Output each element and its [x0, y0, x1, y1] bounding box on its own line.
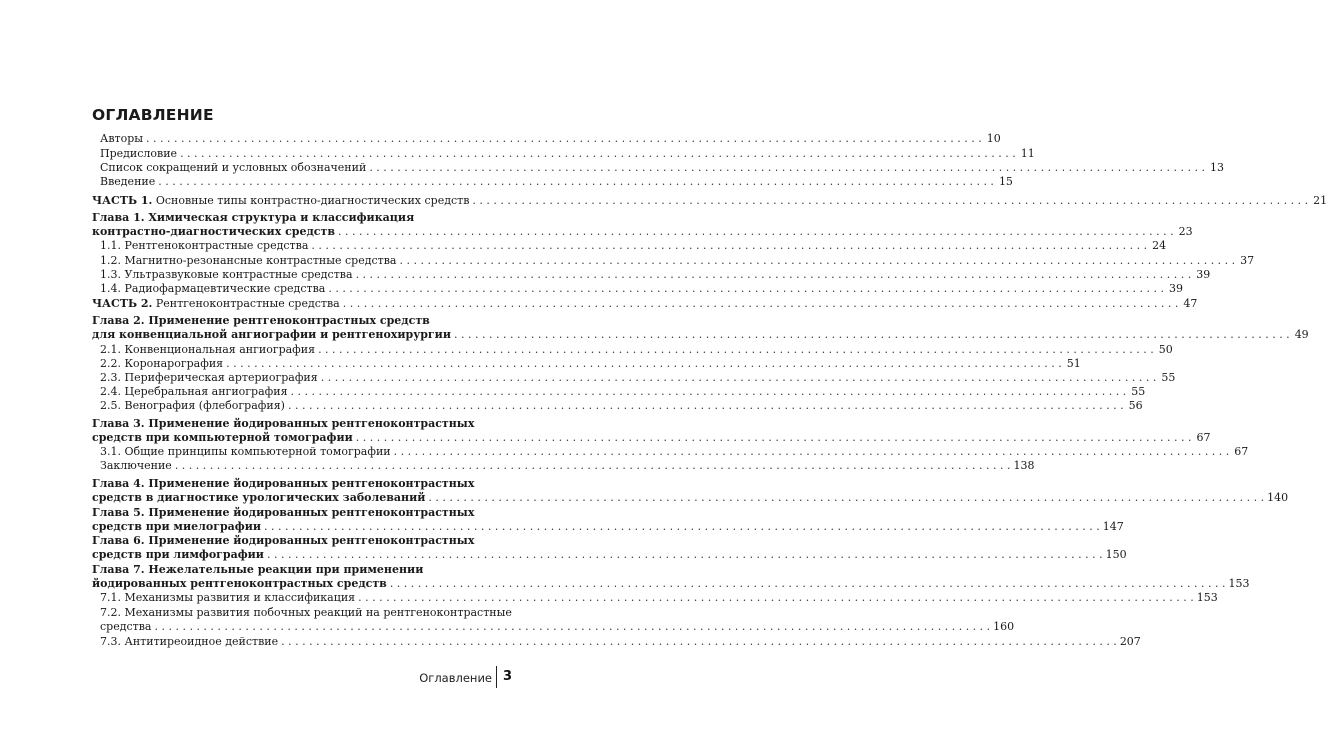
dot-leader: . . . . . . . . . . . . . . . . . . . . . . . . . . . . . . . . . . . . . . . . . . . . . . . . . . . . . . . . . . . . . . . . . . . . . . . . . . . . . . . . . . . . . . . . . . . . . . . . . . . . . . . . . . . . . . . . . . . . . . . . [337, 225, 1174, 238]
part-prefix: ЧАСТЬ 1. [92, 194, 153, 207]
toc-entry-title: 1.1. Рентгеноконтрастные средства [100, 239, 309, 252]
toc-entry-title: Глава 3. Применение йодированных рентгеноконтрастных [92, 417, 475, 430]
toc-entry-title: 3.1. Общие принципы компьютерной томографии [100, 445, 391, 458]
toc-page-number: 10 [986, 132, 1001, 145]
toc-entry-title: средства [100, 620, 152, 633]
page-number: 3 [503, 669, 513, 684]
toc-page-number: 160 [993, 620, 1015, 633]
toc-entry-title: 2.5. Венография (флебография) [100, 399, 285, 412]
dot-leader: . . . . . . . . . . . . . . . . . . . . . . . . . . . . . . . . . . . . . . . . . . . . . . . . . . . . . . . . . . . . . . . . . . . . . . . . . . . . . . . . . . . . . . . . . . . . . . . . . . . . . . . . . . . . . . . . . . . . . . . . [154, 620, 991, 633]
toc-page-number: 55 [1131, 385, 1146, 398]
running-footer-label: Оглавление [419, 671, 492, 685]
toc-entry-title: Список сокращений и условных обозначений [100, 161, 367, 174]
toc-page-number: 150 [1105, 548, 1127, 561]
toc-page-number: 67 [1234, 445, 1249, 458]
toc-page-number: 140 [1267, 491, 1289, 504]
toc-entry-title: Глава 1. Химическая структура и классификация [92, 211, 415, 224]
dot-leader: . . . . . . . . . . . . . . . . . . . . . . . . . . . . . . . . . . . . . . . . . . . . . . . . . . . . . . . . . . . . . . . . . . . . . . . . . . . . . . . . . . . . . . . . . . . . . . . . . . . . . . . . . . . . . . . . . . . . . . . . [174, 459, 1011, 472]
dot-leader: . . . . . . . . . . . . . . . . . . . . . . . . . . . . . . . . . . . . . . . . . . . . . . . . . . . . . . . . . . . . . . . . . . . . . . . . . . . . . . . . . . . . . . . . . . . . . . . . . . . . . . . . . . . . . . . . . . . . . . . . [342, 297, 1179, 310]
dot-leader: . . . . . . . . . . . . . . . . . . . . . . . . . . . . . . . . . . . . . . . . . . . . . . . . . . . . . . . . . . . . . . . . . . . . . . . . . . . . . . . . . . . . . . . . . . . . . . . . . . . . . . . . . . . . . . . . . . . . . . . . [472, 194, 1309, 207]
toc-entry-title: Введение [100, 175, 156, 188]
toc-page-number: 153 [1228, 577, 1250, 590]
dot-leader: . . . . . . . . . . . . . . . . . . . . . . . . . . . . . . . . . . . . . . . . . . . . . . . . . . . . . . . . . . . . . . . . . . . . . . . . . . . . . . . . . . . . . . . . . . . . . . . . . . . . . . . . . . . . . . . . . . . . . . . . [287, 399, 1124, 412]
page-title: ОГЛАВЛЕНИЕ [92, 106, 214, 124]
dot-leader: . . . . . . . . . . . . . . . . . . . . . . . . . . . . . . . . . . . . . . . . . . . . . . . . . . . . . . . . . . . . . . . . . . . . . . . . . . . . . . . . . . . . . . . . . . . . . . . . . . . . . . . . . . . . . . . . . . . . . . . . [358, 591, 1194, 604]
toc-entry-title: Глава 7. Нежелательные реакции при применении [92, 563, 424, 576]
dot-leader: . . . . . . . . . . . . . . . . . . . . . . . . . . . . . . . . . . . . . . . . . . . . . . . . . . . . . . . . . . . . . . . . . . . . . . . . . . . . . . . . . . . . . . . . . . . . . . . . . . . . . . . . . . . . . . . . . . . . . . . . [428, 491, 1265, 504]
dot-leader: . . . . . . . . . . . . . . . . . . . . . . . . . . . . . . . . . . . . . . . . . . . . . . . . . . . . . . . . . . . . . . . . . . . . . . . . . . . . . . . . . . . . . . . . . . . . . . . . . . . . . . . . . . . . . . . . . . . . . . . . [318, 343, 1154, 356]
toc-page-number: 39 [1169, 282, 1184, 295]
toc-entry-title: 7.1. Механизмы развития и классификация [100, 591, 356, 604]
dot-leader: . . . . . . . . . . . . . . . . . . . . . . . . . . . . . . . . . . . . . . . . . . . . . . . . . . . . . . . . . . . . . . . . . . . . . . . . . . . . . . . . . . . . . . . . . . . . . . . . . . . . . . . . . . . . . . . . . . . . . . . . [454, 328, 1290, 341]
dot-leader: . . . . . . . . . . . . . . . . . . . . . . . . . . . . . . . . . . . . . . . . . . . . . . . . . . . . . . . . . . . . . . . . . . . . . . . . . . . . . . . . . . . . . . . . . . . . . . . . . . . . . . . . . . . . . . . . . . . . . . . . [264, 520, 1100, 533]
part-prefix: ЧАСТЬ 2. [92, 297, 153, 310]
toc-page-number: 24 [1152, 239, 1167, 252]
toc-page-number: 21 [1313, 194, 1327, 207]
dot-leader: . . . . . . . . . . . . . . . . . . . . . . . . . . . . . . . . . . . . . . . . . . . . . . . . . . . . . . . . . . . . . . . . . . . . . . . . . . . . . . . . . . . . . . . . . . . . . . . . . . . . . . . . . . . . . . . . . . . . . . . . [399, 254, 1236, 267]
toc-page-number: 67 [1196, 431, 1211, 444]
part-title: Основные типы контрастно-диагностических средств [152, 194, 470, 207]
toc-entry-title: Глава 6. Применение йодированных рентгеноконтрастных [92, 534, 475, 547]
toc-page-number: 13 [1210, 161, 1224, 174]
toc-entry-title: 2.4. Церебральная ангиография [100, 385, 288, 398]
toc-page-number: 207 [1119, 635, 1141, 648]
toc-page-number: 11 [1020, 147, 1035, 160]
toc-entry-title: средств при компьютерной томографии [92, 431, 353, 444]
toc-entry-title: средств при миелографии [92, 520, 262, 533]
toc-entry-title [92, 194, 469, 208]
toc-entry-title: средств при лимфографии [92, 548, 264, 561]
toc-page-number: 39 [1196, 268, 1211, 281]
toc-entry-title: Авторы [100, 132, 144, 145]
toc-page-number: 47 [1183, 297, 1198, 310]
toc-page-number: 51 [1066, 357, 1081, 370]
dot-leader: . . . . . . . . . . . . . . . . . . . . . . . . . . . . . . . . . . . . . . . . . . . . . . . . . . . . . . . . . . . . . . . . . . . . . . . . . . . . . . . . . . . . . . . . . . . . . . . . . . . . . . . . . . . . . . . . . . . . . . . . [146, 132, 982, 145]
toc-entry-title: 7.2. Механизмы развития побочных реакций на рентгеноконтрастные [100, 606, 512, 619]
toc-entry-title: контрастно-диагностических средств [92, 225, 335, 238]
dot-leader: . . . . . . . . . . . . . . . . . . . . . . . . . . . . . . . . . . . . . . . . . . . . . . . . . . . . . . . . . . . . . . . . . . . . . . . . . . . . . . . . . . . . . . . . . . . . . . . . . . . . . . . . . . . . . . . . . . . . . . . . [290, 385, 1127, 398]
toc-entry-title: Глава 2. Применение рентгеноконтрастных средств [92, 314, 430, 327]
toc-entry-title: 7.3. Антитиреоидное действие [100, 635, 279, 648]
toc-entry-title: 1.2. Магнитно-резонансные контрастные средства [100, 254, 397, 267]
toc-entry-title: 1.3. Ультразвуковые контрастные средства [100, 268, 353, 281]
dot-leader: . . . . . . . . . . . . . . . . . . . . . . . . . . . . . . . . . . . . . . . . . . . . . . . . . . . . . . . . . . . . . . . . . . . . . . . . . . . . . . . . . . . . . . . . . . . . . . . . . . . . . . . . . . . . . . . . . . . . . . . . [158, 175, 994, 188]
toc-page-number: 50 [1158, 343, 1173, 356]
dot-leader: . . . . . . . . . . . . . . . . . . . . . . . . . . . . . . . . . . . . . . . . . . . . . . . . . . . . . . . . . . . . . . . . . . . . . . . . . . . . . . . . . . . . . . . . . . . . . . . . . . . . . . . . . . . . . . . . . . . . . . . . [180, 147, 1016, 160]
dot-leader: . . . . . . . . . . . . . . . . . . . . . . . . . . . . . . . . . . . . . . . . . . . . . . . . . . . . . . . . . . . . . . . . . . . . . . . . . . . . . . . . . . . . . . . . . . . . . . . . . . . . . . . . . . . . . . . . . . . . . . . . [281, 635, 1117, 648]
toc-entry-title: для конвенциальной ангиографии и рентгенохирургии [92, 328, 451, 341]
toc-page-number: 23 [1178, 225, 1193, 238]
toc-entry-title: 2.2. Коронарография [100, 357, 224, 370]
toc-page-number: 55 [1161, 371, 1176, 384]
dot-leader: . . . . . . . . . . . . . . . . . . . . . . . . . . . . . . . . . . . . . . . . . . . . . . . . . . . . . . . . . . . . . . . . . . . . . . . . . . . . . . . . . . . . . . . . . . . . . . . . . . . . . . . . . . . . . . . . . . . . . . . . [226, 357, 1062, 370]
toc-page-number: 56 [1128, 399, 1143, 412]
toc-page-number: 153 [1196, 591, 1218, 604]
dot-leader: . . . . . . . . . . . . . . . . . . . . . . . . . . . . . . . . . . . . . . . . . . . . . . . . . . . . . . . . . . . . . . . . . . . . . . . . . . . . . . . . . . . . . . . . . . . . . . . . . . . . . . . . . . . . . . . . . . . . . . . . [328, 282, 1165, 295]
dot-leader: . . . . . . . . . . . . . . . . . . . . . . . . . . . . . . . . . . . . . . . . . . . . . . . . . . . . . . . . . . . . . . . . . . . . . . . . . . . . . . . . . . . . . . . . . . . . . . . . . . . . . . . . . . . . . . . . . . . . . . . . [393, 445, 1230, 458]
footer-divider [496, 666, 497, 688]
toc-page-number: 15 [998, 175, 1013, 188]
toc-entry-title: Предисловие [100, 147, 178, 160]
toc-entry-title: йодированных рентгеноконтрастных средств [92, 577, 387, 590]
dot-leader: . . . . . . . . . . . . . . . . . . . . . . . . . . . . . . . . . . . . . . . . . . . . . . . . . . . . . . . . . . . . . . . . . . . . . . . . . . . . . . . . . . . . . . . . . . . . . . . . . . . . . . . . . . . . . . . . . . . . . . . . [389, 577, 1226, 590]
dot-leader: . . . . . . . . . . . . . . . . . . . . . . . . . . . . . . . . . . . . . . . . . . . . . . . . . . . . . . . . . . . . . . . . . . . . . . . . . . . . . . . . . . . . . . . . . . . . . . . . . . . . . . . . . . . . . . . . . . . . . . . . [311, 239, 1148, 252]
toc-entry-title: Глава 5. Применение йодированных рентгеноконтрастных [92, 506, 475, 519]
toc-entry-title: средств в диагностике урологических заболеваний [92, 491, 426, 504]
toc-page-number: 49 [1294, 328, 1309, 341]
dot-leader: . . . . . . . . . . . . . . . . . . . . . . . . . . . . . . . . . . . . . . . . . . . . . . . . . . . . . . . . . . . . . . . . . . . . . . . . . . . . . . . . . . . . . . . . . . . . . . . . . . . . . . . . . . . . . . . . . . . . . . . . [369, 161, 1205, 174]
dot-leader: . . . . . . . . . . . . . . . . . . . . . . . . . . . . . . . . . . . . . . . . . . . . . . . . . . . . . . . . . . . . . . . . . . . . . . . . . . . . . . . . . . . . . . . . . . . . . . . . . . . . . . . . . . . . . . . . . . . . . . . . [266, 548, 1103, 561]
toc-entry-title [92, 297, 340, 311]
toc-entry-title: 1.4. Радиофармацевтические средства [100, 282, 326, 295]
toc-entry-title: 2.3. Периферическая артериография [100, 371, 318, 384]
dot-leader: . . . . . . . . . . . . . . . . . . . . . . . . . . . . . . . . . . . . . . . . . . . . . . . . . . . . . . . . . . . . . . . . . . . . . . . . . . . . . . . . . . . . . . . . . . . . . . . . . . . . . . . . . . . . . . . . . . . . . . . . [355, 268, 1192, 281]
toc-entry-title: Глава 4. Применение йодированных рентгеноконтрастных [92, 477, 475, 490]
dot-leader: . . . . . . . . . . . . . . . . . . . . . . . . . . . . . . . . . . . . . . . . . . . . . . . . . . . . . . . . . . . . . . . . . . . . . . . . . . . . . . . . . . . . . . . . . . . . . . . . . . . . . . . . . . . . . . . . . . . . . . . . [320, 371, 1157, 384]
part-title: Рентгеноконтрастные средства [152, 297, 340, 310]
toc-entry-title: 2.1. Конвенциональная ангиография [100, 343, 316, 356]
dot-leader: . . . . . . . . . . . . . . . . . . . . . . . . . . . . . . . . . . . . . . . . . . . . . . . . . . . . . . . . . . . . . . . . . . . . . . . . . . . . . . . . . . . . . . . . . . . . . . . . . . . . . . . . . . . . . . . . . . . . . . . . [355, 431, 1192, 444]
toc-page-number: 138 [1013, 459, 1035, 472]
toc-entry-title: Заключение [100, 459, 172, 472]
toc-page-number: 147 [1102, 520, 1124, 533]
toc-page-number: 37 [1240, 254, 1255, 267]
